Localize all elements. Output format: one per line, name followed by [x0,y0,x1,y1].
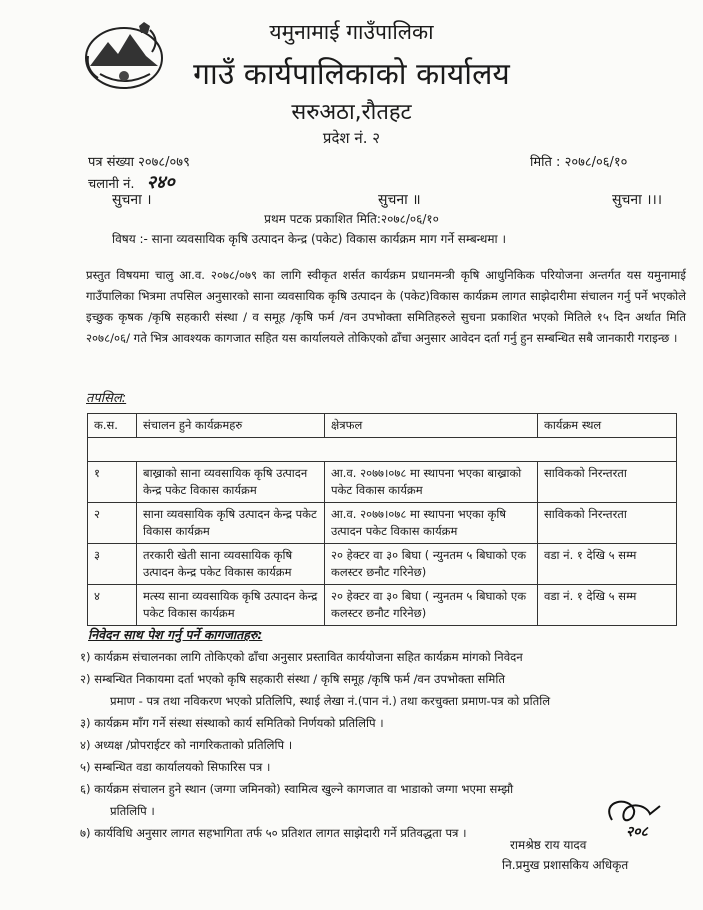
document-item: ७) कार्यविधि अनुसार लागत सहभागिता तर्फ ५० प्रतिशत लागत साझेदारी गर्ने प्रतिवद्धता पत्र । [80,826,467,840]
column-header-sn: क.स. [88,414,137,438]
document-item-continued: प्रतिलिपि । [110,804,155,818]
cell-site: वडा नं. १ देखि ५ सम्म [538,544,677,585]
cell-sn: ४ [88,585,137,626]
cell-site: साविकको निरन्तरता [538,503,677,544]
notice-2: सुचना ॥ [378,192,421,208]
cell-area: २० हेक्टर वा ३० बिघा ( न्युनतम ५ बिघाको एक कलस्टर छनौट गरिनेछ) [325,544,538,585]
column-header-program: संचालन हुने कार्यक्रमहरु [137,414,325,438]
signatory-name: रामश्रेष्ठ राय यादव [510,838,587,852]
notice-3: सुचना ।।। [612,192,663,208]
programs-table [87,413,677,626]
notice-1: सुचना । [112,192,152,208]
document-item: ४) अध्यक्ष /प्रोपराईटर को नागरिकताको प्रतिलिपि । [80,738,293,752]
dispatch-label: चलानी नं. [88,177,135,192]
province: प्रदेश नं. २ [322,129,381,147]
table-row [88,503,677,544]
municipality-name: यमुनामाई गाउँपालिका [269,20,434,44]
cell-sn: २ [88,503,137,544]
office-name: गाउँ कार्यपालिकाको कार्यालय [193,57,510,92]
document-item: ५) सम्बन्धित वडा कार्यालयको सिफारिस पत्र । [80,760,271,774]
documents-title: निवेदन साथ पेश गर्नु पर्ने कागजातहरु: [88,627,263,642]
table-row [88,585,677,626]
signature-mark: २०८ [626,824,648,840]
cell-site: वडा नं. १ देखि ५ सम्म [538,585,677,626]
signatory-title: नि.प्रमुख प्रशासकिय अधिकृत [502,858,629,872]
column-header-area: क्षेत्रफल [325,414,538,438]
cell-site: साविकको निरन्तरता [538,462,677,503]
details-label: तपसिल: [86,391,127,406]
document-item: ३) कार्यक्रम माँग गर्ने संस्था संस्थाको कार्य समितिको निर्णयको प्रतिलिपि । [80,716,384,730]
cell-area: आ.व. २०७७।०७८ मा स्थापना भएका कृषि उत्पादन पकेट विकास कार्यक्रम [325,503,538,544]
table-row [88,462,677,503]
cell-sn: १ [88,462,137,503]
table-header-row [88,414,677,438]
body-paragraph: प्रस्तुत विषयमा चालु आ.व. २०७८/०७९ का लागि स्वीकृत शर्सत कार्यक्रम प्रधानमन्त्री कृषि आधुनिकिक परियोजना अन्तर्गत यस यमुनामाई गाउँपालिका भित्रमा तपसिल अनुसारको साना व्यवसायिक कृषि उत्पादन के (पकेट)विकास कार्यक्रम लागत साझेदारीमा संचालन गर्नु पर्ने भएकोले इच्छुक कृषक /कृषि सहकारी संस्था / व समूह /कृषि फर्म /वन उपभोक्ता समितिहरुले सुचना प्रकाशित भएको मितिले १५ दिन अर्थात मिति २०७८/०६/ गते भित्र आवश्यक कागजात सहित यस कार्यालयले तोकिएको ढाँचा अनुसार आवेदन दर्ता गर्नु हुन सम्बन्धित सबै जानकारी गराइन्छ । [86,268,686,345]
table-row [88,544,677,585]
cell-program: मत्स्य साना व्यवसायिक कृषि उत्पादन केन्द्र पकेट विकास कार्यक्रम [137,585,325,626]
cell-sn: ३ [88,544,137,585]
cell-program: बाख्राको साना व्यवसायिक कृषि उत्पादन केन्द्र पकेट विकास कार्यक्रम [137,462,325,503]
published-date: प्रथम पटक प्रकाशित मिति:२०७८/०६/१० [264,212,439,226]
cell-area: आ.व. २०७७।०७८ मा स्थापना भएका बाख्राको पकेट विकास कार्यक्रम [325,462,538,503]
cell-area: २० हेक्टर वा ३० बिघा ( न्युनतम ५ बिघाको एक कलस्टर छनौट गरिनेछ) [325,585,538,626]
document-item: २) सम्बन्धित निकायमा दर्ता भएको कृषि सहकारी संस्था / कृषि समूह /कृषि फर्म /वन उपभोक्ता समिति [80,672,505,686]
document-item-continued: प्रमाण - पत्र तथा नविकरण भएको प्रतिलिपि, स्थाई लेखा नं.(पान नं.) तथा करचुक्ता प्रमाण-पत्र को प्रतिलि [110,694,551,708]
cell-program: साना व्यवसायिक कृषि उत्पादन केन्द्र पकेट विकास कार्यक्रम [137,503,325,544]
column-header-site: कार्यक्रम स्थल [538,414,677,438]
signature-handwritten [590,790,670,840]
cell-program: तरकारी खेती साना व्यवसायिक कृषि उत्पादन केन्द्र पकेट विकास कार्यक्रम [137,544,325,585]
letter-number: पत्र संख्या २०७८/०७९ [88,155,190,170]
document-item: ६) कार्यक्रम संचालन हुने स्थान (जग्गा जमिनको) स्वामित्व खुल्ने कागजात वा भाडाको जग्गा भएमा सम्झौ [80,782,514,796]
subject-line: विषय :- साना व्यवसायिक कृषि उत्पादन केन्द्र (पकेट) विकास कार्यक्रम माग गर्ने सम्बन्धमा । [112,232,507,246]
dispatch-number-handwritten: २४० [146,172,175,193]
table-spacer [88,438,677,462]
letter-date: मिति : २०७८/०६/१० [530,155,628,170]
document-item: १) कार्यक्रम संचालनका लागि तोकिएको ढाँचा अनुसार प्रस्तावित कार्ययोजना सहित कार्यक्रम मांगको निवेदन [80,650,523,664]
office-location: सरुअठा,रौतहट [291,100,412,125]
